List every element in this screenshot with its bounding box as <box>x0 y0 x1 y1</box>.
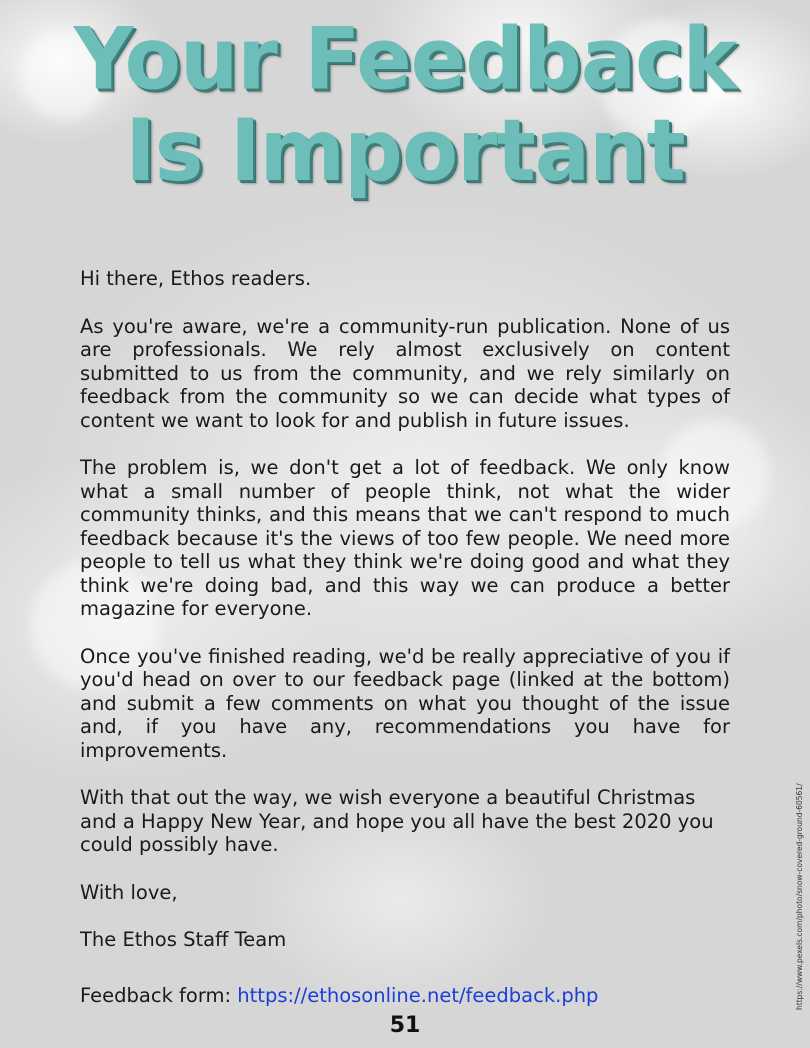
paragraph-community: As you're aware, we're a community-run publication. None of us are professionals. We rely almost exclusively on content submitted to us from the community, and we rely similarly on feedback from the community so we can decide what types of content we want to look for and publish in future issues. <box>80 314 730 432</box>
signature: The Ethos Staff Team <box>80 928 287 951</box>
paragraph-problem: The problem is, we don't get a lot of feedback. We only know what a small number of people think, not what the wider community thinks, and this means that we can't respond to much feedback because it's the views of too few people. We need more people to tell us what they think we're doing good and what they think we're doing bad, and this way we can produce a better magazine for everyone. <box>80 456 730 620</box>
feedback-line <box>80 984 598 1007</box>
paragraph-wishes: With that out the way, we wish everyone a beautiful Christmas and a Happy New Year, and hope you all have the best 2020 you could possibly have. <box>80 786 714 856</box>
title-line-1: Your Feedback <box>73 10 737 110</box>
paragraph-request: Once you've finished reading, we'd be really appreciative of you if you'd head on over to our feedback page (linked at the bottom) and submit a few comments on what you thought of the issue and, if you have any, recommendations you have for improvements. <box>80 644 730 762</box>
title-line-2: Is Important <box>125 101 685 201</box>
feedback-link[interactable]: https://ethosonline.net/feedback.php <box>237 984 599 1007</box>
page-title <box>0 10 810 201</box>
article-body <box>80 267 730 976</box>
greeting: Hi there, Ethos readers. <box>80 267 312 290</box>
page-number: 51 <box>389 1013 421 1038</box>
closing: With love, <box>80 880 178 904</box>
image-credit: https://www.pexels.com/photo/snow-covered-ground-60561/ <box>795 783 804 1010</box>
feedback-label: Feedback form: <box>80 984 238 1007</box>
